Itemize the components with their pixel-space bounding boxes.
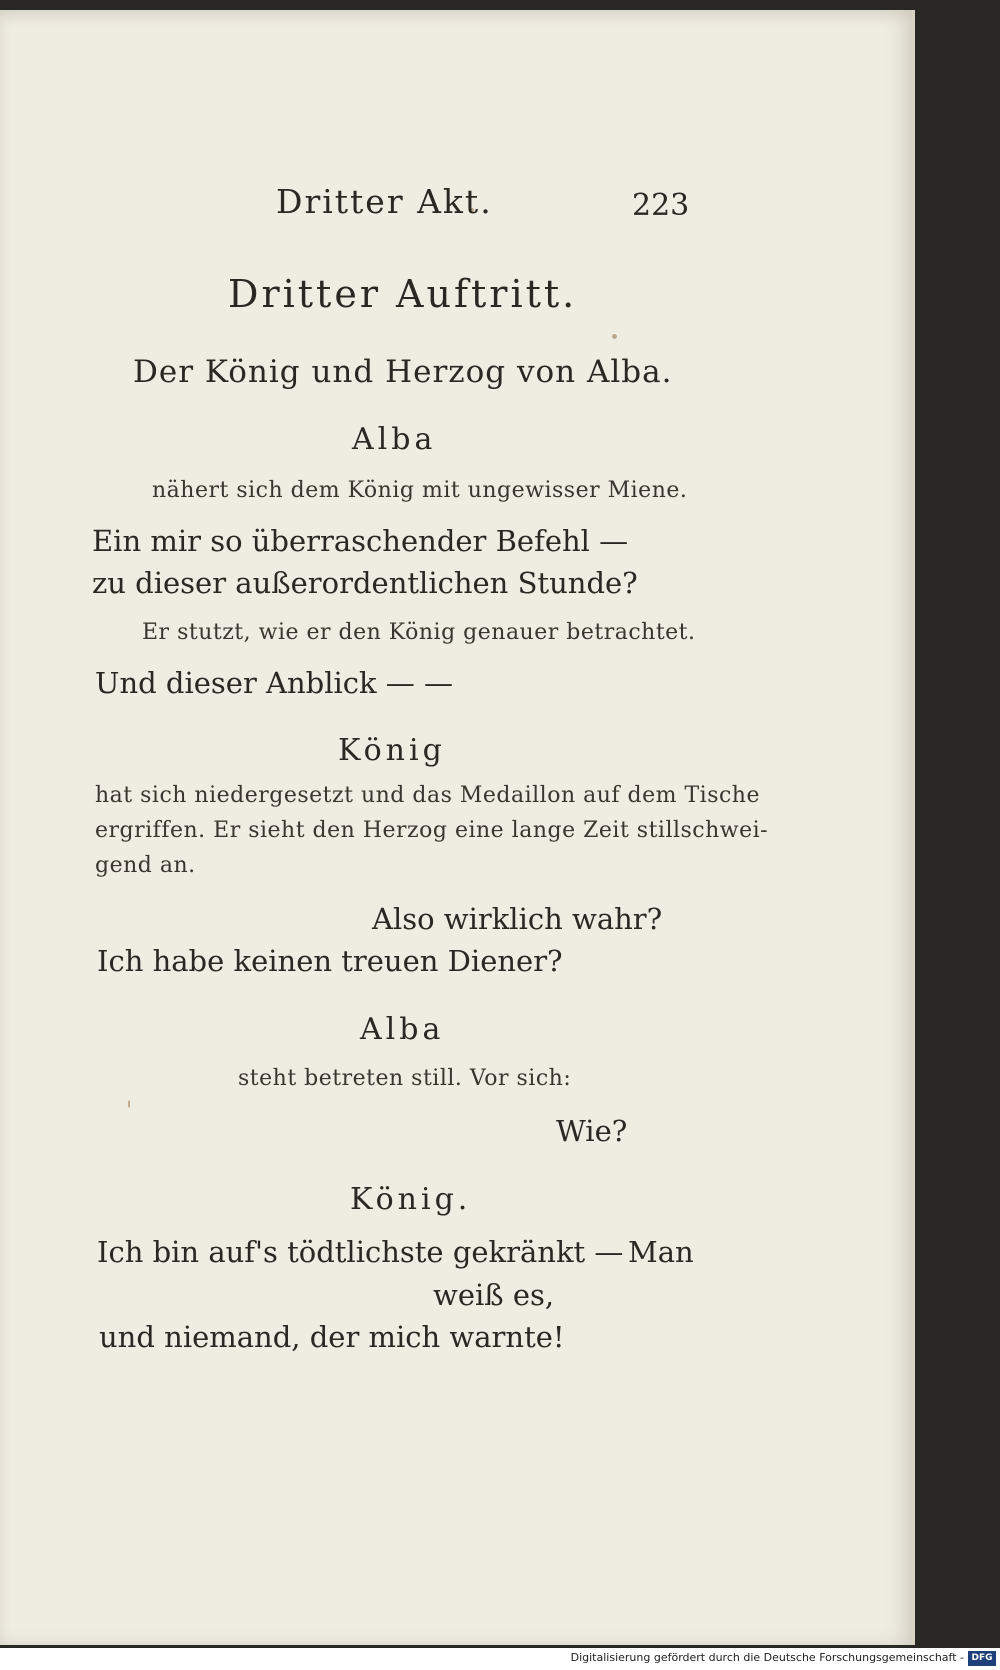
stage-direction: gend an. (95, 853, 196, 878)
verse-line: Also wirklich wahr? (372, 902, 663, 936)
speaker-name: Alba (360, 1012, 445, 1047)
verse-line: Man (628, 1235, 694, 1269)
verse-line: Ich bin auf's tödtlichste gekränkt — (97, 1235, 624, 1269)
stage-direction: nähert sich dem König mit ungewisser Miene. (152, 478, 688, 503)
paper-speck (128, 1100, 130, 1108)
persons-line: Der König und Herzog von Alba. (133, 354, 673, 390)
speaker-name: Alba (352, 422, 437, 457)
page-number: 223 (632, 188, 690, 223)
verse-line: weiß es, (433, 1278, 555, 1312)
running-head: Dritter Akt. (276, 182, 493, 221)
verse-line: Und dieser Anblick — — (95, 666, 454, 700)
verse-line: Ich habe keinen treuen Diener? (97, 944, 563, 978)
paper-speck (612, 334, 617, 339)
stage-direction: steht betreten still. Vor sich: (238, 1066, 572, 1091)
verse-line: Wie? (556, 1114, 628, 1148)
digitization-credit: Digitalisierung gefördert durch die Deutsche Forschungsgemeinschaft - (570, 1651, 964, 1664)
dfg-logo: DFG (968, 1651, 996, 1666)
speaker-name: König (338, 733, 446, 768)
stage-direction: hat sich niedergesetzt und das Medaillon auf dem Tische (95, 783, 760, 808)
verse-line: Ein mir so überraschender Befehl — (92, 524, 629, 558)
scene-title: Dritter Auftritt. (228, 272, 578, 316)
speaker-name: König. (350, 1182, 472, 1217)
verse-line: zu dieser außerordentlichen Stunde? (92, 566, 638, 600)
footer-bar (0, 1648, 1000, 1670)
verse-line: und niemand, der mich warnte! (99, 1320, 565, 1354)
stage-direction: Er stutzt, wie er den König genauer betrachtet. (142, 620, 696, 645)
stage-direction: ergriffen. Er sieht den Herzog eine lange Zeit stillschwei- (95, 818, 769, 843)
